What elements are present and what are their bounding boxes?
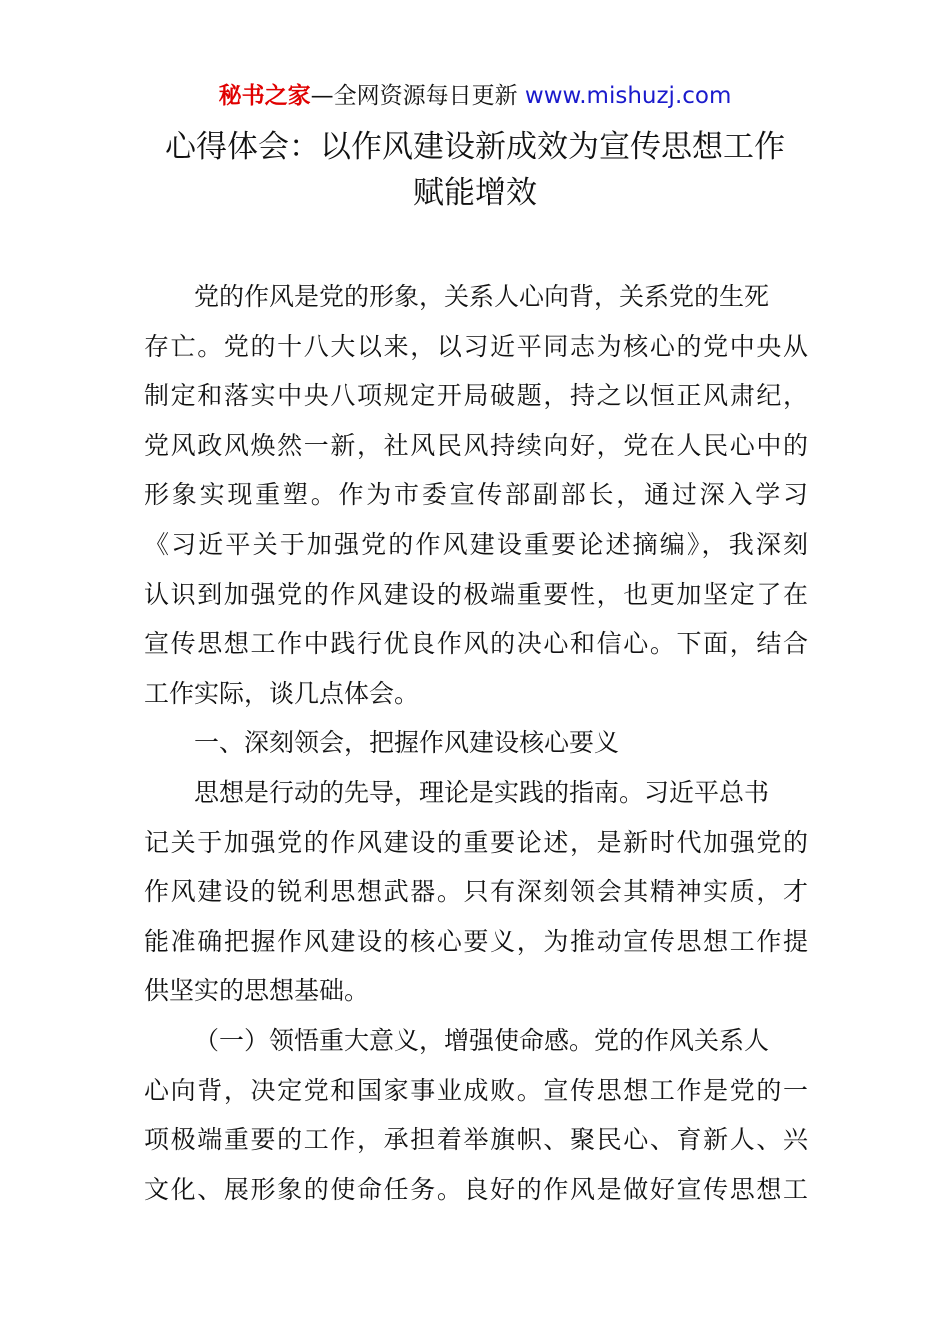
paragraph-line: 记关于加强党的作风建设的重要论述，是新时代加强党的 xyxy=(144,827,808,857)
paragraph-line: 供坚实的思想基础。 xyxy=(144,976,370,1006)
paragraph-line: 党的作风是党的形象，关系人心向背，关系党的生死 xyxy=(194,282,770,311)
paragraph-line: 文化、展形象的使命任务。良好的作风是做好宣传思想工 xyxy=(144,1174,808,1204)
site-header xyxy=(0,80,950,112)
paragraph-line: 宣传思想工作中践行优良作风的决心和信心。下面，结合 xyxy=(144,629,808,659)
paragraph-line: 《习近平关于加强党的作风建设重要论述摘编》，我深刻 xyxy=(144,529,808,559)
paragraph-line: 存亡。党的十八大以来，以习近平同志为核心的党中央从 xyxy=(144,331,808,361)
document-body xyxy=(144,272,808,1214)
section-heading: 一、深刻领会，把握作风建设核心要义 xyxy=(194,728,620,758)
paragraph-line: （一）领悟重大意义，增强使命感。党的作风关系人 xyxy=(194,1025,770,1055)
paragraph-line: 作风建设的锐利思想武器。只有深刻领会其精神实质，才 xyxy=(144,877,808,907)
title-line-1: 心得体会：以作风建设新成效为宣传思想工作 xyxy=(165,129,785,165)
paragraph-line: 制定和落实中央八项规定开局破题，持之以恒正风肃纪， xyxy=(144,381,808,411)
paragraph-line: 能准确把握作风建设的核心要义，为推动宣传思想工作提 xyxy=(144,926,808,956)
site-url-link[interactable]: www.mishuzj.com xyxy=(524,83,732,109)
paragraph-line: 形象实现重塑。作为市委宣传部副部长，通过深入学习 xyxy=(144,480,808,510)
paragraph-line: 心向背，决定党和国家事业成败。宣传思想工作是党的一 xyxy=(144,1075,808,1105)
paragraph-line: 思想是行动的先导，理论是实践的指南。习近平总书 xyxy=(194,777,770,807)
header-tagline: —全网资源每日更新 xyxy=(310,83,525,109)
paragraph-line: 党风政风焕然一新，社风民风持续向好，党在人民心中的 xyxy=(144,430,808,460)
title-line-2: 赋能增效 xyxy=(413,175,537,211)
document-title xyxy=(60,124,890,216)
paragraph-line: 项极端重要的工作，承担着举旗帜、聚民心、育新人、兴 xyxy=(144,1125,808,1155)
paragraph-line: 认识到加强党的作风建设的极端重要性，也更加坚定了在 xyxy=(144,579,808,609)
paragraph-line: 工作实际，谈几点体会。 xyxy=(144,678,420,708)
brand-name: 秘书之家 xyxy=(218,83,311,109)
